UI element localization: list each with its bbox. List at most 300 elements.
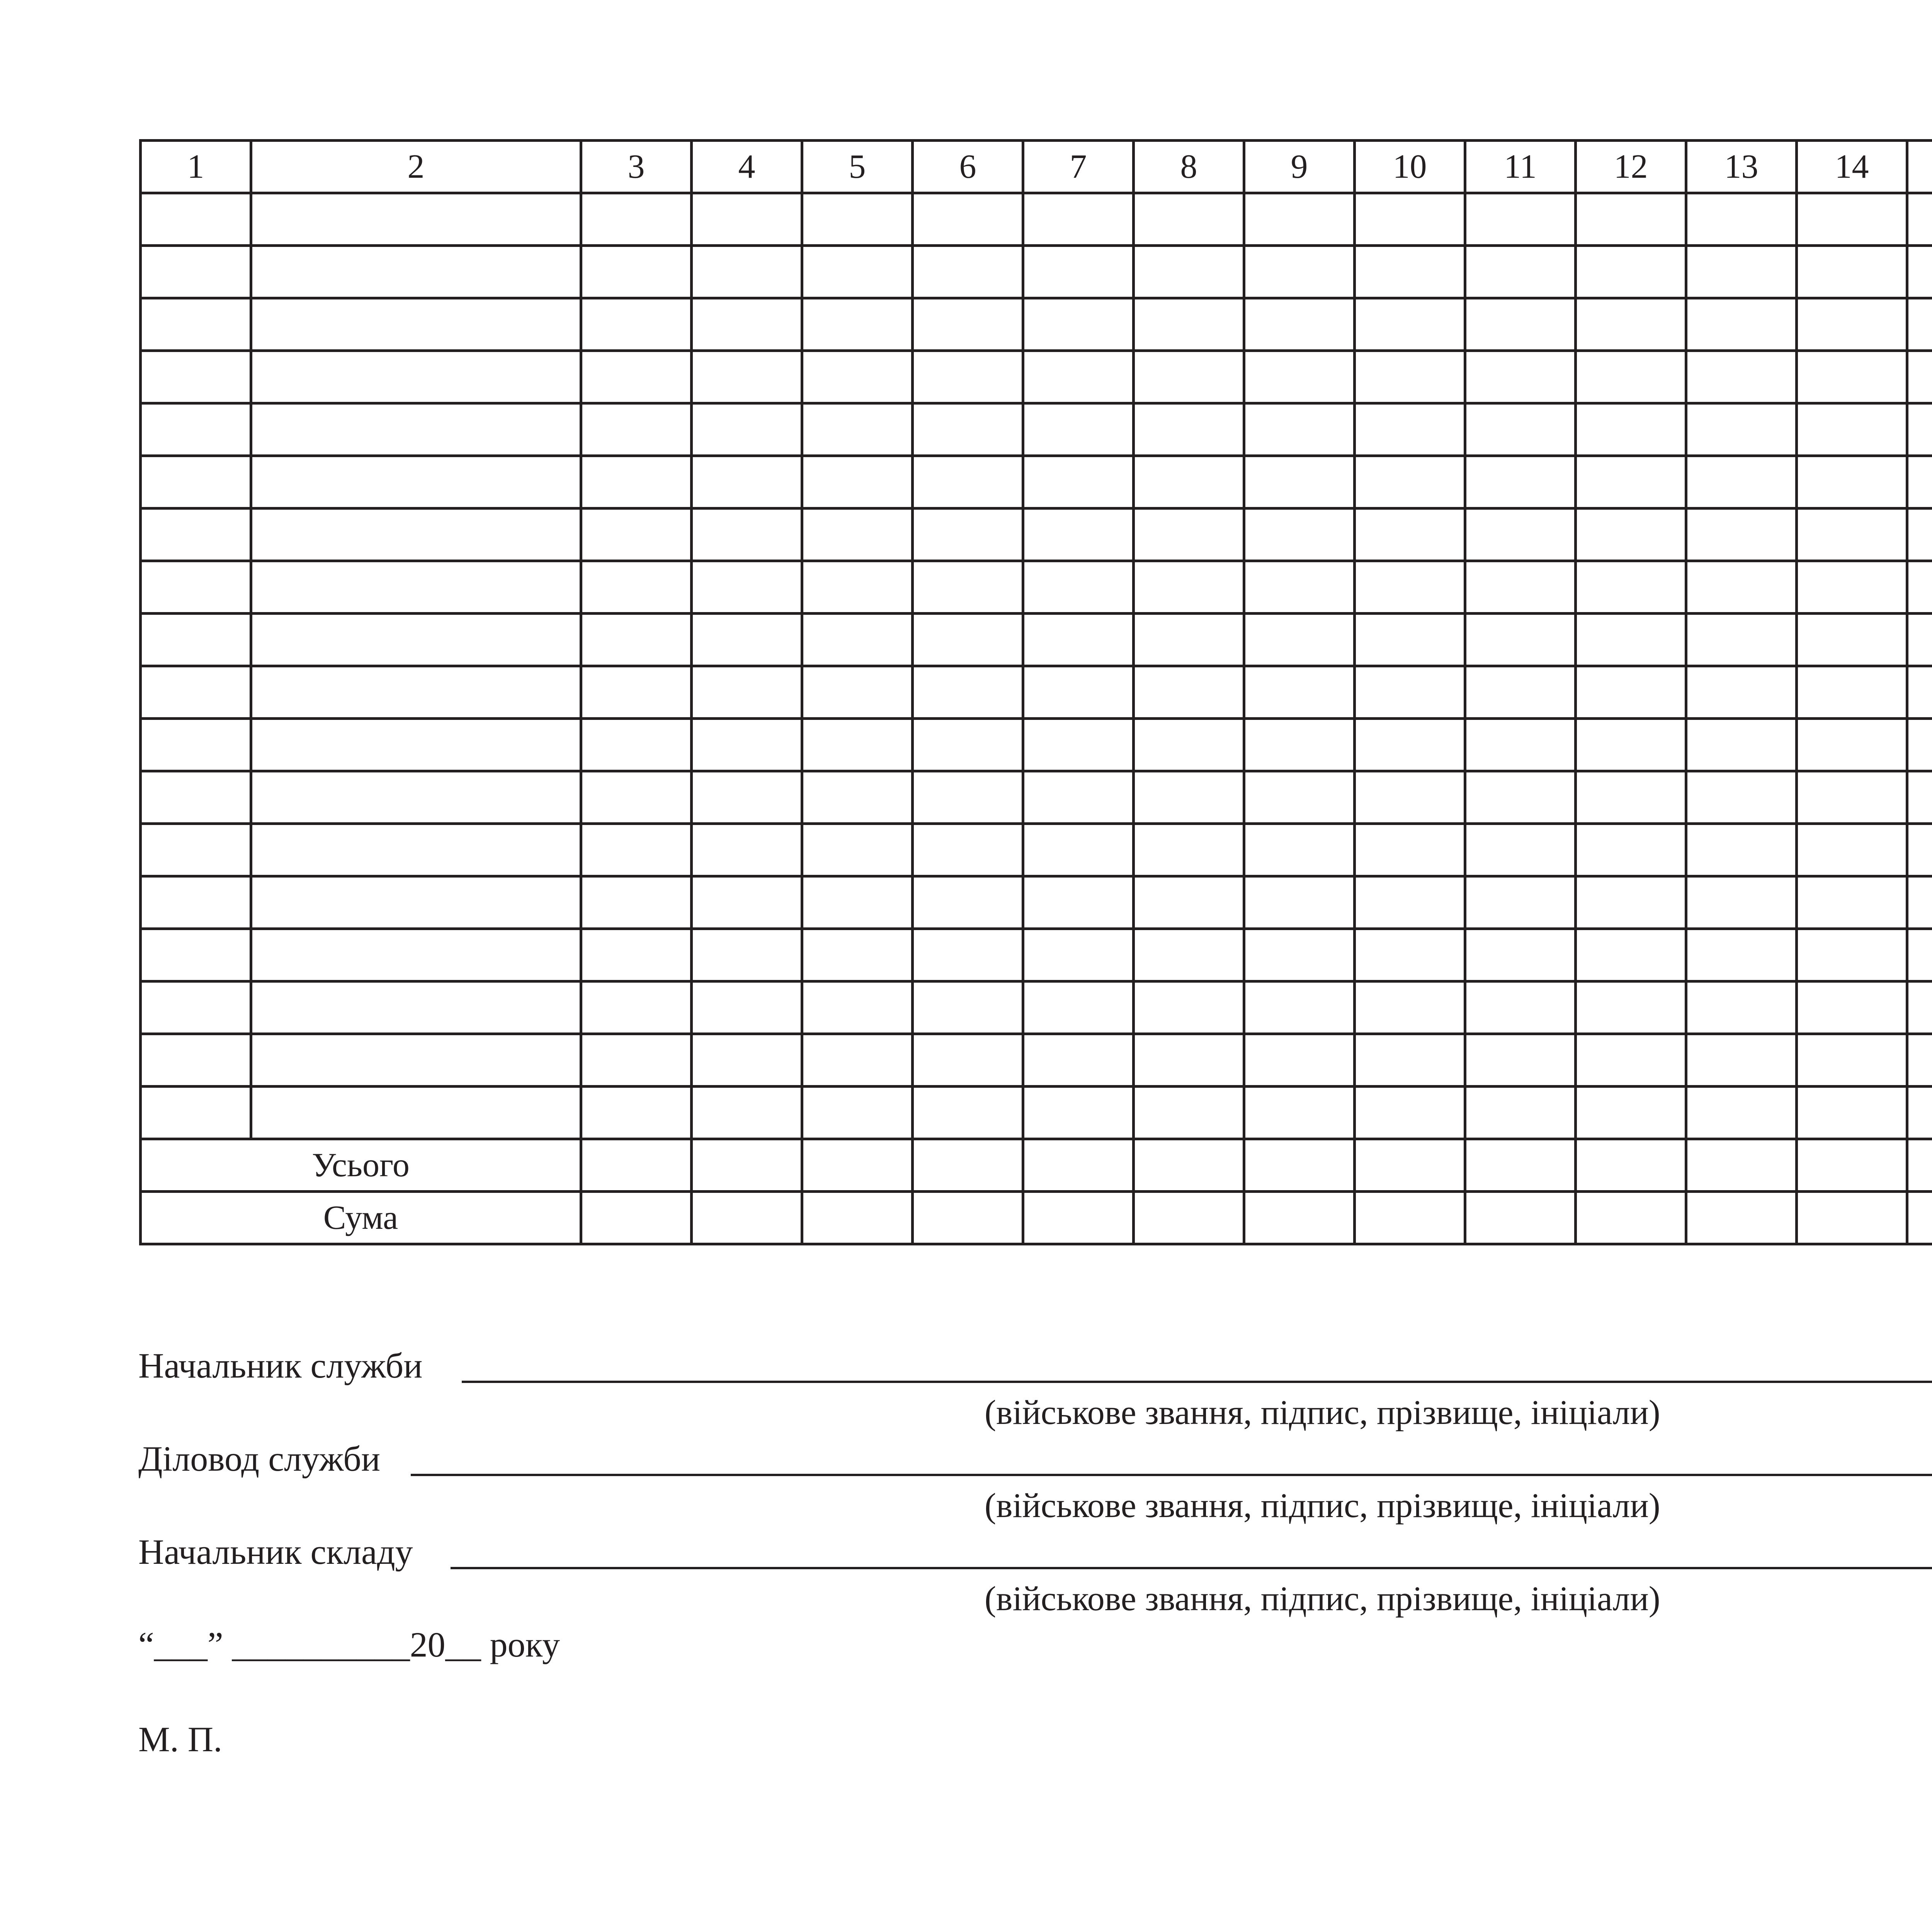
table-cell[interactable] [802,824,913,876]
table-cell[interactable] [1134,298,1244,351]
table-cell[interactable] [913,456,1023,509]
table-cell[interactable] [251,1087,581,1139]
table-cell[interactable] [581,403,692,456]
table-cell[interactable] [802,981,913,1034]
table-cell[interactable] [1797,193,1907,246]
table-cell[interactable] [1023,193,1134,246]
table-cell[interactable] [1907,824,1932,876]
table-cell[interactable] [692,509,802,561]
table-cell[interactable] [913,981,1023,1034]
table-cell[interactable] [913,561,1023,614]
table-cell[interactable] [913,193,1023,246]
sum-row-cell[interactable] [1797,1192,1907,1244]
sum-row-cell[interactable] [1134,1192,1244,1244]
table-cell[interactable] [1134,561,1244,614]
table-cell[interactable] [1134,719,1244,771]
table-cell[interactable] [251,824,581,876]
table-cell[interactable] [1465,298,1576,351]
table-cell[interactable] [1244,614,1355,666]
table-cell[interactable] [1797,1087,1907,1139]
table-cell[interactable] [1134,509,1244,561]
table-cell[interactable] [1576,456,1686,509]
total-row-cell[interactable] [1907,1139,1932,1192]
table-cell[interactable] [1355,824,1465,876]
table-cell[interactable] [1797,246,1907,298]
table-cell[interactable] [1355,719,1465,771]
table-cell[interactable] [1355,929,1465,981]
table-cell[interactable] [1576,403,1686,456]
table-cell[interactable] [581,771,692,824]
table-cell[interactable] [1465,561,1576,614]
total-row-cell[interactable] [1686,1139,1797,1192]
table-cell[interactable] [251,771,581,824]
table-cell[interactable] [1465,351,1576,403]
table-cell[interactable] [141,876,251,929]
table-cell[interactable] [1023,981,1134,1034]
table-cell[interactable] [581,719,692,771]
table-cell[interactable] [1797,876,1907,929]
table-cell[interactable] [1134,981,1244,1034]
table-cell[interactable] [1355,666,1465,719]
table-cell[interactable] [1686,456,1797,509]
table-cell[interactable] [1686,403,1797,456]
table-cell[interactable] [1907,876,1932,929]
table-cell[interactable] [141,1034,251,1087]
table-cell[interactable] [1797,456,1907,509]
table-cell[interactable] [802,351,913,403]
table-cell[interactable] [1244,561,1355,614]
table-cell[interactable] [692,614,802,666]
table-cell[interactable] [1465,1034,1576,1087]
table-cell[interactable] [802,403,913,456]
table-cell[interactable] [1686,246,1797,298]
sum-row-cell[interactable] [1465,1192,1576,1244]
table-cell[interactable] [802,1034,913,1087]
table-cell[interactable] [1797,561,1907,614]
sum-row-cell[interactable] [1355,1192,1465,1244]
table-cell[interactable] [251,298,581,351]
table-cell[interactable] [1023,1034,1134,1087]
table-cell[interactable] [1686,614,1797,666]
table-cell[interactable] [251,876,581,929]
table-cell[interactable] [692,666,802,719]
table-cell[interactable] [802,298,913,351]
table-cell[interactable] [1797,824,1907,876]
table-cell[interactable] [692,456,802,509]
table-cell[interactable] [581,456,692,509]
table-cell[interactable] [1576,561,1686,614]
table-cell[interactable] [251,1034,581,1087]
table-cell[interactable] [1797,614,1907,666]
table-cell[interactable] [1686,824,1797,876]
table-cell[interactable] [692,929,802,981]
table-cell[interactable] [1576,614,1686,666]
table-cell[interactable] [692,403,802,456]
table-cell[interactable] [802,771,913,824]
table-cell[interactable] [1576,246,1686,298]
table-cell[interactable] [913,298,1023,351]
table-cell[interactable] [1576,719,1686,771]
table-cell[interactable] [1907,719,1932,771]
sum-row-cell[interactable] [1023,1192,1134,1244]
table-cell[interactable] [581,666,692,719]
table-cell[interactable] [1134,824,1244,876]
table-cell[interactable] [1907,351,1932,403]
table-cell[interactable] [1907,929,1932,981]
table-cell[interactable] [1023,614,1134,666]
table-cell[interactable] [802,509,913,561]
table-cell[interactable] [1355,246,1465,298]
table-cell[interactable] [913,1087,1023,1139]
table-cell[interactable] [141,929,251,981]
table-cell[interactable] [1355,981,1465,1034]
table-cell[interactable] [802,246,913,298]
head-of-service-signature-line[interactable] [462,1381,1932,1383]
table-cell[interactable] [802,929,913,981]
table-cell[interactable] [913,403,1023,456]
warehouse-head-signature-line[interactable] [451,1567,1932,1569]
total-row-cell[interactable] [1797,1139,1907,1192]
table-cell[interactable] [1134,876,1244,929]
table-cell[interactable] [1576,509,1686,561]
table-cell[interactable] [581,614,692,666]
table-cell[interactable] [1797,771,1907,824]
table-cell[interactable] [692,351,802,403]
table-cell[interactable] [802,666,913,719]
table-cell[interactable] [802,561,913,614]
table-cell[interactable] [141,246,251,298]
total-row-cell[interactable] [913,1139,1023,1192]
table-cell[interactable] [1134,351,1244,403]
table-cell[interactable] [1355,456,1465,509]
table-cell[interactable] [1465,456,1576,509]
table-cell[interactable] [1465,929,1576,981]
table-cell[interactable] [1686,666,1797,719]
table-cell[interactable] [1244,456,1355,509]
table-cell[interactable] [581,351,692,403]
table-cell[interactable] [1355,876,1465,929]
table-cell[interactable] [1576,824,1686,876]
table-cell[interactable] [802,456,913,509]
table-cell[interactable] [581,929,692,981]
table-cell[interactable] [802,614,913,666]
table-cell[interactable] [1244,1034,1355,1087]
table-cell[interactable] [692,981,802,1034]
table-cell[interactable] [251,193,581,246]
table-cell[interactable] [1797,666,1907,719]
table-cell[interactable] [1576,666,1686,719]
table-cell[interactable] [581,1034,692,1087]
table-cell[interactable] [1797,509,1907,561]
table-cell[interactable] [581,561,692,614]
table-cell[interactable] [251,666,581,719]
table-cell[interactable] [1023,876,1134,929]
table-cell[interactable] [1244,824,1355,876]
table-cell[interactable] [1244,666,1355,719]
table-cell[interactable] [1907,1034,1932,1087]
table-cell[interactable] [1023,456,1134,509]
table-cell[interactable] [1355,614,1465,666]
table-cell[interactable] [581,193,692,246]
table-cell[interactable] [1465,981,1576,1034]
table-cell[interactable] [692,771,802,824]
table-cell[interactable] [1023,929,1134,981]
table-cell[interactable] [581,298,692,351]
table-cell[interactable] [1797,1034,1907,1087]
table-cell[interactable] [251,351,581,403]
table-cell[interactable] [1023,719,1134,771]
sum-row-cell[interactable] [913,1192,1023,1244]
total-row-cell[interactable] [1134,1139,1244,1192]
table-cell[interactable] [1023,298,1134,351]
table-cell[interactable] [1907,193,1932,246]
table-cell[interactable] [692,824,802,876]
table-cell[interactable] [1134,1087,1244,1139]
table-cell[interactable] [913,666,1023,719]
table-cell[interactable] [1576,981,1686,1034]
table-cell[interactable] [1686,771,1797,824]
table-cell[interactable] [1465,719,1576,771]
table-cell[interactable] [1134,614,1244,666]
table-cell[interactable] [802,719,913,771]
table-cell[interactable] [1907,456,1932,509]
table-cell[interactable] [1244,193,1355,246]
table-cell[interactable] [1686,193,1797,246]
table-cell[interactable] [1576,351,1686,403]
table-cell[interactable] [141,456,251,509]
table-cell[interactable] [251,403,581,456]
sum-row-cell[interactable] [1244,1192,1355,1244]
table-cell[interactable] [1686,981,1797,1034]
table-cell[interactable] [141,981,251,1034]
table-cell[interactable] [581,246,692,298]
table-cell[interactable] [1244,876,1355,929]
table-cell[interactable] [1686,719,1797,771]
table-cell[interactable] [1686,561,1797,614]
table-cell[interactable] [913,929,1023,981]
table-cell[interactable] [141,719,251,771]
table-cell[interactable] [1465,1087,1576,1139]
table-cell[interactable] [1907,403,1932,456]
total-row-cell[interactable] [692,1139,802,1192]
table-cell[interactable] [1907,561,1932,614]
table-cell[interactable] [1023,771,1134,824]
table-cell[interactable] [913,824,1023,876]
table-cell[interactable] [1907,666,1932,719]
table-cell[interactable] [913,509,1023,561]
table-cell[interactable] [581,876,692,929]
table-cell[interactable] [1797,929,1907,981]
table-cell[interactable] [141,666,251,719]
table-cell[interactable] [581,824,692,876]
table-cell[interactable] [141,403,251,456]
table-cell[interactable] [1686,876,1797,929]
table-cell[interactable] [1023,351,1134,403]
table-cell[interactable] [1465,876,1576,929]
table-cell[interactable] [1576,298,1686,351]
sum-row-cell[interactable] [581,1192,692,1244]
table-cell[interactable] [1244,719,1355,771]
table-cell[interactable] [1797,719,1907,771]
table-cell[interactable] [1023,246,1134,298]
table-cell[interactable] [1244,351,1355,403]
table-cell[interactable] [251,246,581,298]
table-cell[interactable] [1465,403,1576,456]
sum-row-cell[interactable] [1907,1192,1932,1244]
table-cell[interactable] [692,298,802,351]
table-cell[interactable] [1576,193,1686,246]
table-cell[interactable] [141,771,251,824]
table-cell[interactable] [1134,193,1244,246]
table-cell[interactable] [251,719,581,771]
table-cell[interactable] [581,509,692,561]
table-cell[interactable] [1355,403,1465,456]
table-cell[interactable] [1023,403,1134,456]
table-cell[interactable] [1355,298,1465,351]
table-cell[interactable] [1023,666,1134,719]
table-cell[interactable] [692,193,802,246]
table-cell[interactable] [1465,771,1576,824]
total-row-cell[interactable] [1023,1139,1134,1192]
table-cell[interactable] [141,351,251,403]
table-cell[interactable] [1907,246,1932,298]
sum-row-cell[interactable] [692,1192,802,1244]
table-cell[interactable] [581,1087,692,1139]
table-cell[interactable] [141,298,251,351]
table-cell[interactable] [1797,351,1907,403]
table-cell[interactable] [1355,351,1465,403]
table-cell[interactable] [802,1087,913,1139]
table-cell[interactable] [251,614,581,666]
sum-row-cell[interactable] [1686,1192,1797,1244]
table-cell[interactable] [1244,298,1355,351]
table-cell[interactable] [141,1087,251,1139]
total-row-cell[interactable] [1576,1139,1686,1192]
table-cell[interactable] [692,719,802,771]
table-cell[interactable] [1355,1087,1465,1139]
table-cell[interactable] [1355,771,1465,824]
table-cell[interactable] [251,456,581,509]
table-cell[interactable] [1134,1034,1244,1087]
clerk-of-service-signature-line[interactable] [411,1474,1932,1476]
table-cell[interactable] [1576,771,1686,824]
total-row-cell[interactable] [1465,1139,1576,1192]
table-cell[interactable] [913,614,1023,666]
table-cell[interactable] [802,193,913,246]
table-cell[interactable] [692,876,802,929]
table-cell[interactable] [251,929,581,981]
table-cell[interactable] [1355,561,1465,614]
table-cell[interactable] [1907,298,1932,351]
table-cell[interactable] [141,614,251,666]
table-cell[interactable] [1465,824,1576,876]
table-cell[interactable] [1465,614,1576,666]
table-cell[interactable] [692,246,802,298]
table-cell[interactable] [581,981,692,1034]
table-cell[interactable] [141,561,251,614]
table-cell[interactable] [1134,666,1244,719]
table-cell[interactable] [1797,403,1907,456]
sum-row-cell[interactable] [1576,1192,1686,1244]
table-cell[interactable] [1465,666,1576,719]
table-cell[interactable] [913,771,1023,824]
table-cell[interactable] [251,509,581,561]
total-row-cell[interactable] [1244,1139,1355,1192]
table-cell[interactable] [1465,193,1576,246]
table-cell[interactable] [1023,1087,1134,1139]
table-cell[interactable] [1686,1087,1797,1139]
table-cell[interactable] [1244,771,1355,824]
table-cell[interactable] [1907,771,1932,824]
table-cell[interactable] [141,509,251,561]
table-cell[interactable] [1244,981,1355,1034]
table-cell[interactable] [1134,771,1244,824]
table-cell[interactable] [1355,193,1465,246]
table-cell[interactable] [1797,298,1907,351]
table-cell[interactable] [1576,1087,1686,1139]
table-cell[interactable] [251,561,581,614]
table-cell[interactable] [1686,1034,1797,1087]
table-cell[interactable] [1355,1034,1465,1087]
sum-row-cell[interactable] [802,1192,913,1244]
table-cell[interactable] [141,824,251,876]
table-cell[interactable] [913,719,1023,771]
date-line[interactable]: “___” __________20__ року [138,1625,560,1664]
table-cell[interactable] [1134,456,1244,509]
table-cell[interactable] [913,246,1023,298]
table-cell[interactable] [1134,403,1244,456]
table-cell[interactable] [1244,929,1355,981]
table-cell[interactable] [1244,1087,1355,1139]
total-row-cell[interactable] [581,1139,692,1192]
table-cell[interactable] [1576,929,1686,981]
table-cell[interactable] [692,561,802,614]
table-cell[interactable] [1907,981,1932,1034]
table-cell[interactable] [1023,824,1134,876]
table-cell[interactable] [913,876,1023,929]
table-cell[interactable] [1576,1034,1686,1087]
table-cell[interactable] [692,1034,802,1087]
table-cell[interactable] [692,1087,802,1139]
table-cell[interactable] [1686,298,1797,351]
table-cell[interactable] [1244,403,1355,456]
table-cell[interactable] [1355,509,1465,561]
total-row-cell[interactable] [802,1139,913,1192]
table-cell[interactable] [251,981,581,1034]
table-cell[interactable] [1576,876,1686,929]
table-cell[interactable] [141,193,251,246]
table-cell[interactable] [1244,246,1355,298]
table-cell[interactable] [1686,351,1797,403]
table-cell[interactable] [913,351,1023,403]
table-cell[interactable] [1907,1087,1932,1139]
table-cell[interactable] [1797,981,1907,1034]
table-cell[interactable] [1907,614,1932,666]
table-cell[interactable] [1686,929,1797,981]
table-cell[interactable] [1465,509,1576,561]
table-cell[interactable] [1907,509,1932,561]
table-cell[interactable] [1686,509,1797,561]
table-cell[interactable] [1244,509,1355,561]
table-cell[interactable] [1134,246,1244,298]
table-cell[interactable] [1134,929,1244,981]
total-row-cell[interactable] [1355,1139,1465,1192]
table-cell[interactable] [1023,561,1134,614]
table-cell[interactable] [1465,246,1576,298]
table-cell[interactable] [1023,509,1134,561]
table-cell[interactable] [802,876,913,929]
table-cell[interactable] [913,1034,1023,1087]
